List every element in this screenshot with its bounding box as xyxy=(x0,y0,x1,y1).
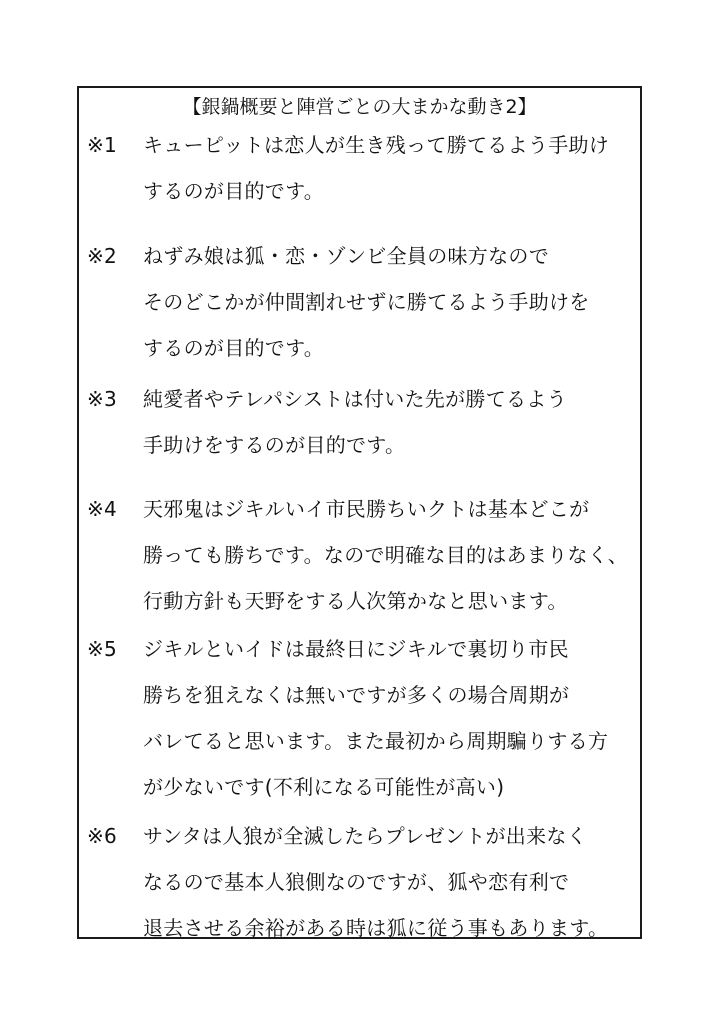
note-marker: ※3 xyxy=(87,387,118,411)
note-4 xyxy=(87,486,642,624)
note-line: ※2 ねずみ娘は狐・恋・ゾンビ全員の味方なので xyxy=(87,233,642,279)
note-line: ※3 純愛者やテレパシストは付いた先が勝てるよう xyxy=(87,376,642,422)
note-line: 勝ちを狙えなくは無いですが多くの場合周期が xyxy=(143,683,570,707)
note-marker: ※4 xyxy=(87,497,118,521)
note-line: 退去させる余裕がある時は狐に従う事もあります。 xyxy=(143,916,609,940)
note-1 xyxy=(87,122,642,214)
note-line: するのが目的です。 xyxy=(143,179,325,203)
note-line: 行動方針も天野をする人次第かなと思います。 xyxy=(143,589,568,613)
note-line: 勝っても勝ちです。なので明確な目的はあまりなく、 xyxy=(143,543,628,567)
note-2 xyxy=(87,233,642,371)
note-line: ※1 キューピットは恋人が生き残って勝てるよう手助け xyxy=(87,122,642,168)
note-line: ※6 サンタは人狼が全滅したらプレゼントが出来なく xyxy=(87,813,642,859)
note-line: そのどこかが仲間割れせずに勝てるよう手助けを xyxy=(143,290,590,314)
note-3 xyxy=(87,376,642,468)
note-marker: ※5 xyxy=(87,637,118,661)
note-line: なるので基本人狼側なのですが、狐や恋有利で xyxy=(143,870,570,894)
note-5 xyxy=(87,626,642,810)
note-marker: ※6 xyxy=(87,824,118,848)
note-marker: ※1 xyxy=(87,133,118,157)
note-6 xyxy=(87,813,642,951)
document-frame xyxy=(77,86,642,939)
note-marker: ※2 xyxy=(87,244,118,268)
note-line: バレてると思います。また最初から周期騙りする方 xyxy=(143,729,609,753)
note-line: するのが目的です。 xyxy=(143,336,325,360)
note-line: が少ないです(不利になる可能性が高い) xyxy=(143,775,505,799)
note-line: ※5 ジキルといイドは最終日にジキルで裏切り市民 xyxy=(87,626,642,672)
note-line: 手助けをするのが目的です。 xyxy=(143,433,406,457)
page-title: 【銀鍋概要と陣営ごとの大まかな動き2】 xyxy=(182,96,537,118)
note-line: ※4 天邪鬼はジキルいイ市民勝ちいクトは基本どこが xyxy=(87,486,642,532)
